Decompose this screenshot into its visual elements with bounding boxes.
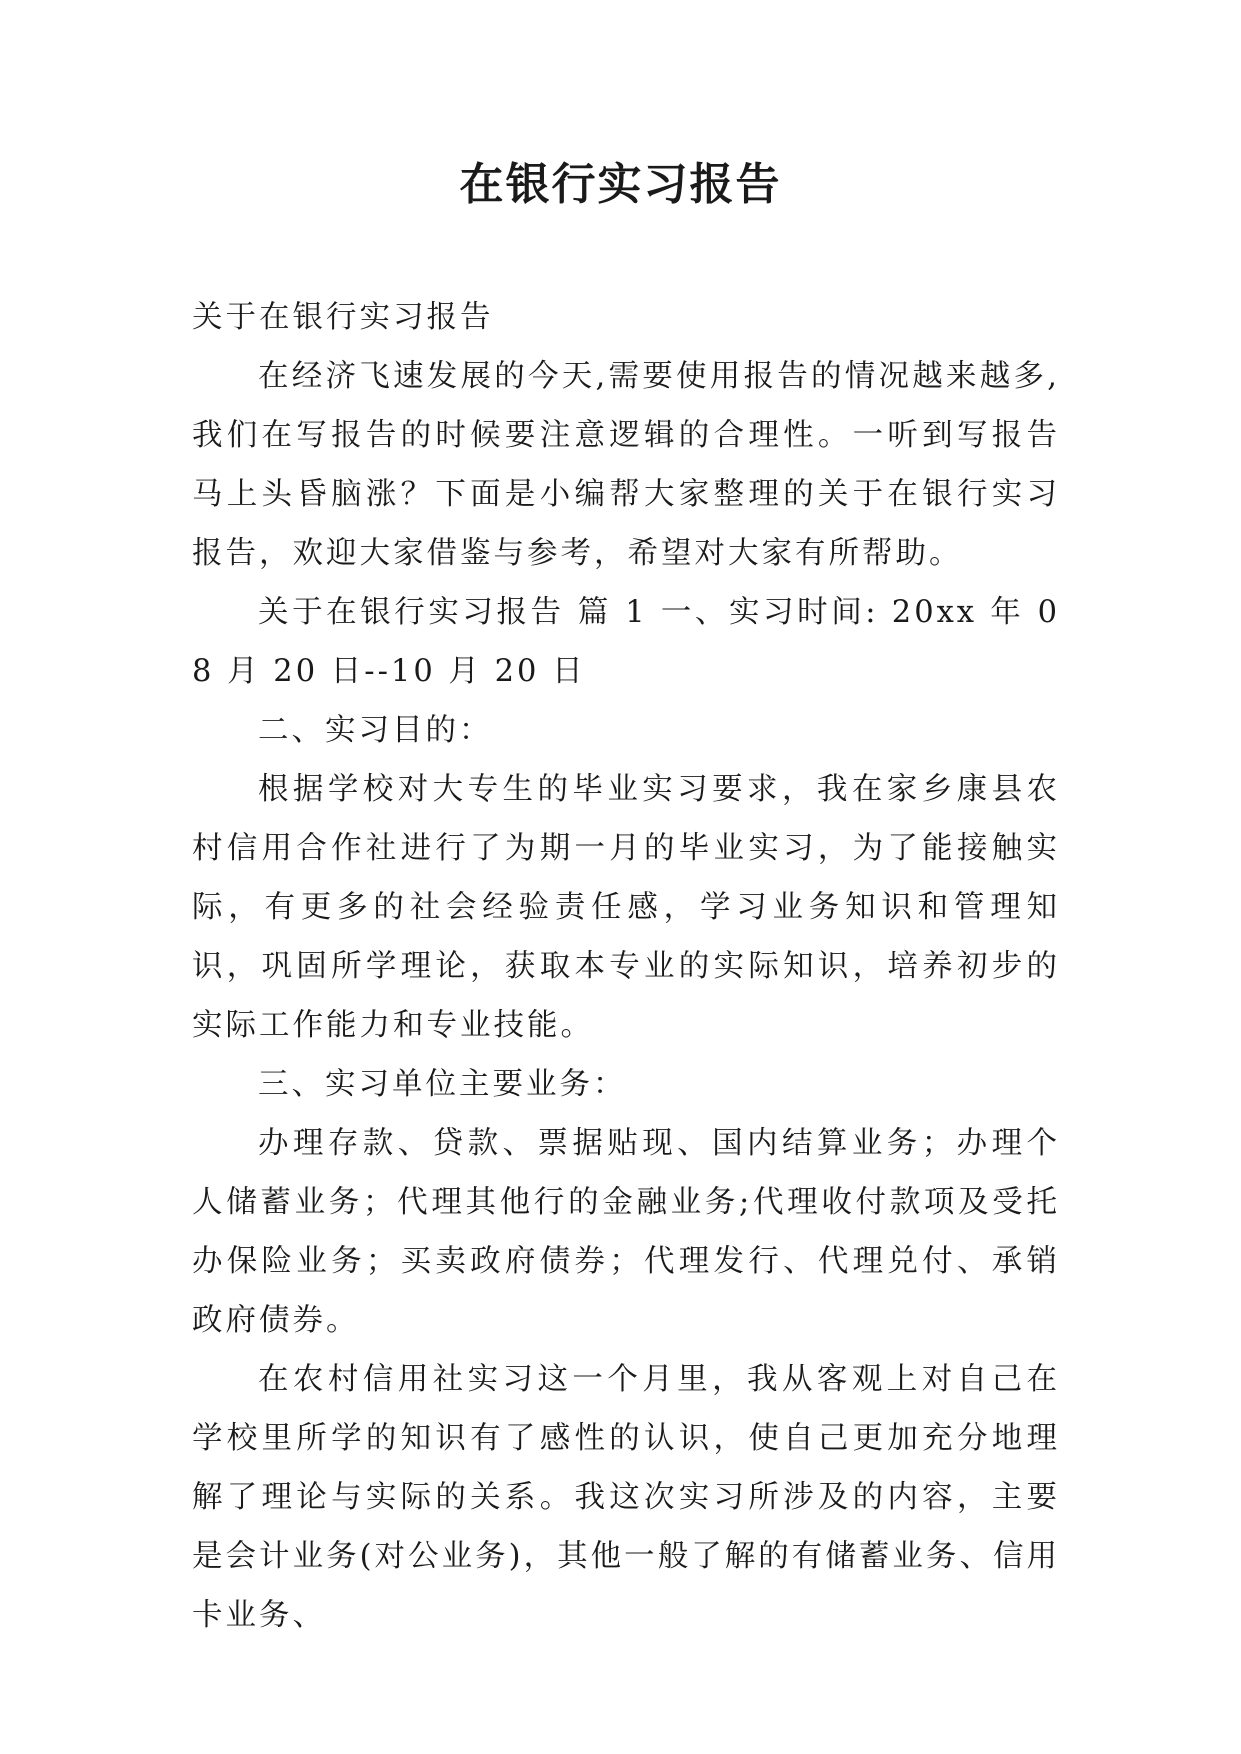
document-title: 在银行实习报告 — [459, 159, 782, 210]
intro-paragraph: 在经济飞速发展的今天,需要使用报告的情况越来越多,我们在写报告的时候要注意逻辑的合理性。一听到写报告马上头昏脑涨？下面是小编帮大家整理的关于在银行实习报告，欢迎大家借鉴与参考，希望对大家有所帮助。 — [192, 359, 1060, 571]
purpose-paragraph: 根据学校对大专生的毕业实习要求，我在家乡康县农村信用合作社进行了为期一月的毕业实习，为了能接触实际，有更多的社会经验责任感，学习业务知识和管理知识，巩固所学理论，获取本专业的实际知识，培养初步的实际工作能力和专业技能。 — [192, 772, 1060, 1043]
section-heading-purpose: 二、实习目的： — [258, 713, 493, 748]
intro-heading: 关于在银行实习报告 — [192, 300, 494, 335]
business-paragraph: 办理存款、贷款、票据贴现、国内结算业务；办理个人储蓄业务；代理其他行的金融业务;代理收付款项及受托办保险业务；买卖政府债券；代理发行、代理兑付、承销政府债券。 — [192, 1126, 1060, 1338]
section-internship-time: 关于在银行实习报告 篇 1 一、实习时间: 20xx 年 08 月 20 日--10 月 20 日 — [192, 595, 1060, 689]
document-body — [192, 288, 1060, 1645]
experience-paragraph: 在农村信用社实习这一个月里，我从客观上对自己在学校里所学的知识有了感性的认识，使自己更加充分地理解了理论与实际的关系。我这次实习所涉及的内容，主要是会计业务(对公业务)，其他一般了解的有储蓄业务、信用卡业务、 — [192, 1362, 1060, 1633]
section-heading-business: 三、实习单位主要业务： — [258, 1067, 627, 1102]
